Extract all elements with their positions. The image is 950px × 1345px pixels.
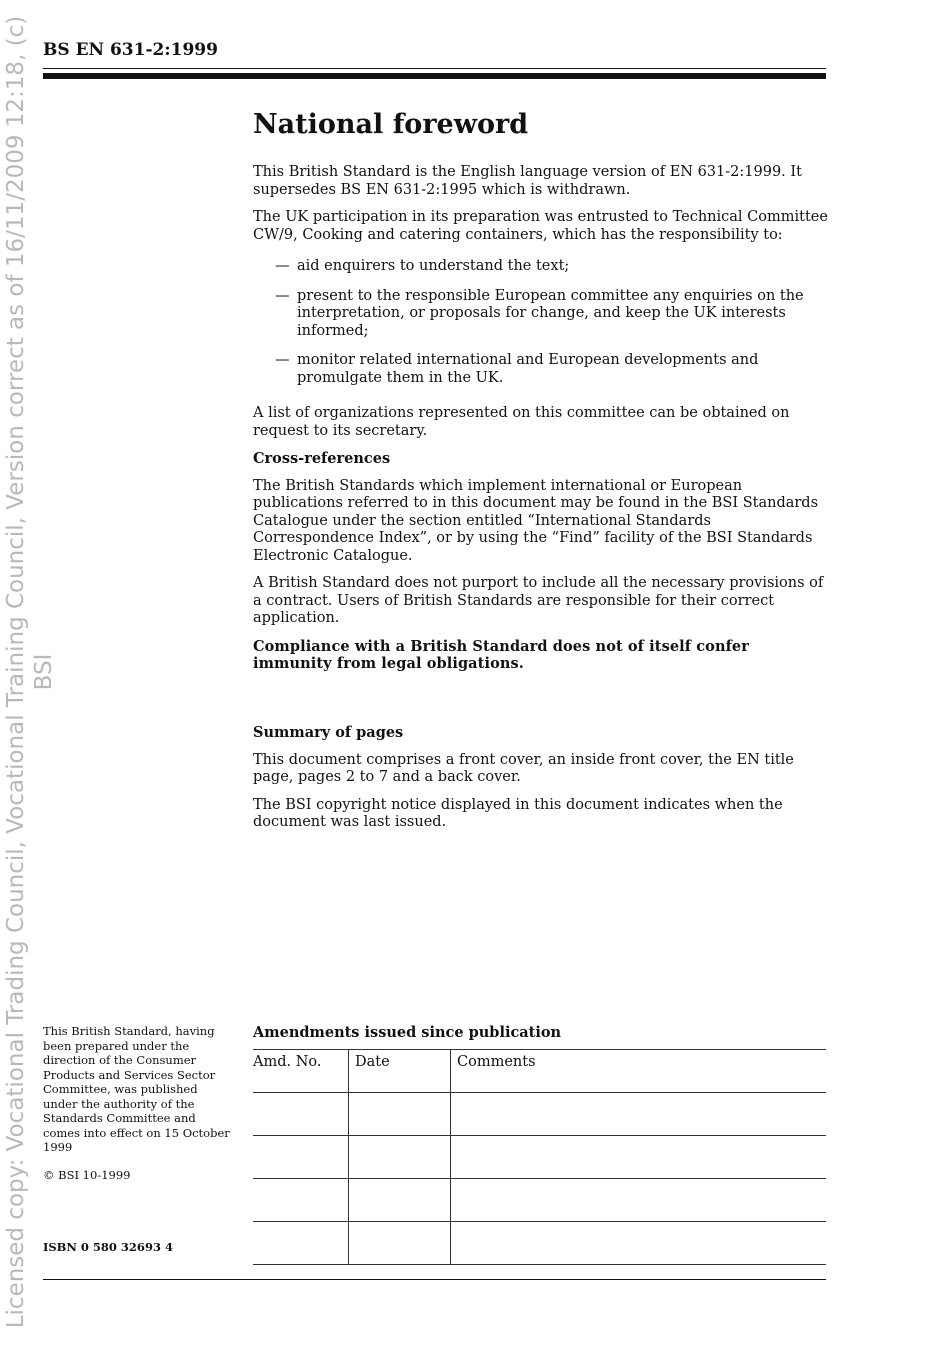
summary-section (253, 724, 828, 842)
table-cell (349, 1136, 451, 1179)
publication-note: This British Standard, having been prepared under the direction of the Consumer Products and Services Sector Committee, was published under the authority of the Standards Committee and comes into effect on 15 October 1999 (43, 1024, 230, 1154)
dash-marker: — (275, 352, 290, 368)
table-cell (253, 1136, 349, 1179)
cross-references-paragraph: The British Standards which implement international or European publications referred to in this document may be found in the BSI Standards Catalogue under the section entitled “International Standards Correspondence Index”, or by using the “Find” facility of the BSI Standards Electronic Catalogue. (253, 477, 819, 564)
summary-paragraph-2: The BSI copyright notice displayed in this document indicates when the document was last issued. (253, 796, 783, 830)
table-cell (451, 1179, 827, 1222)
cross-references-heading: Cross-references (253, 450, 391, 467)
table-cell (253, 1093, 349, 1136)
responsibilities-list (275, 258, 828, 387)
table-cell (349, 1093, 451, 1136)
table-cell (451, 1136, 827, 1179)
intro-paragraph-1: This British Standard is the English language version of EN 631-2:1999. It supersedes BS EN 631-2:1995 which is withdrawn. (253, 164, 802, 198)
dash-marker: — (275, 258, 290, 274)
intro-paragraph-2: The UK participation in its preparation was entrusted to Technical Committee CW/9, Cooking and catering containers, which has the responsibility to: (253, 209, 828, 243)
table-header-row (253, 1050, 826, 1093)
table-cell (349, 1179, 451, 1222)
list-item (275, 258, 828, 276)
header-rule-thin (43, 68, 826, 69)
table-cell (451, 1222, 827, 1265)
dash-marker: — (275, 287, 290, 304)
list-item-text: monitor related international and European developments and promulgate them in the UK. (297, 352, 759, 386)
list-item (275, 352, 828, 387)
table-cell (253, 1222, 349, 1265)
amendments-title: Amendments issued since publication (253, 1024, 562, 1041)
list-item (275, 288, 828, 341)
page-title: National foreword (253, 109, 529, 140)
isbn-number: ISBN 0 580 32693 4 (43, 1240, 173, 1254)
document-id: BS EN 631-2:1999 (43, 40, 218, 60)
table-row (253, 1093, 826, 1136)
watermark-text: Licensed copy: Vocational Trading Council, Vocational Training Council, Version correct as of 16/11/2009 12:18, (c) BSI (3, 15, 57, 1329)
foreword-body (253, 108, 828, 683)
summary-paragraph-1: This document comprises a front cover, an inside front cover, the EN title page, pages 2 to 7 and a back cover. (253, 751, 794, 785)
list-item-text: present to the responsible European committee any enquiries on the interpretation, or proposals for change, and keep the UK interests informed; (297, 287, 804, 339)
copyright-notice: © BSI 10-1999 (43, 1168, 131, 1182)
table-cell (451, 1093, 827, 1136)
summary-heading: Summary of pages (253, 724, 404, 741)
column-header-date: Date (349, 1050, 451, 1093)
committee-list-paragraph: A list of organizations represented on this committee can be obtained on request to its secretary. (253, 405, 790, 439)
compliance-statement: Compliance with a British Standard does not of itself confer immunity from legal obligations. (253, 637, 749, 672)
contract-paragraph: A British Standard does not purport to include all the necessary provisions of a contract. Users of British Standards are responsible for their correct application. (253, 575, 824, 626)
table-cell (349, 1222, 451, 1265)
table-cell (253, 1179, 349, 1222)
table-row (253, 1136, 826, 1179)
column-header-amd-no: Amd. No. (253, 1050, 349, 1093)
header-rule-thick (43, 73, 826, 79)
table-row (253, 1179, 826, 1222)
column-header-comments: Comments (451, 1050, 827, 1093)
table-row (253, 1222, 826, 1265)
amendments-table (253, 1049, 826, 1265)
list-item-text: aid enquirers to understand the text; (297, 258, 570, 274)
footer-rule (43, 1279, 826, 1280)
